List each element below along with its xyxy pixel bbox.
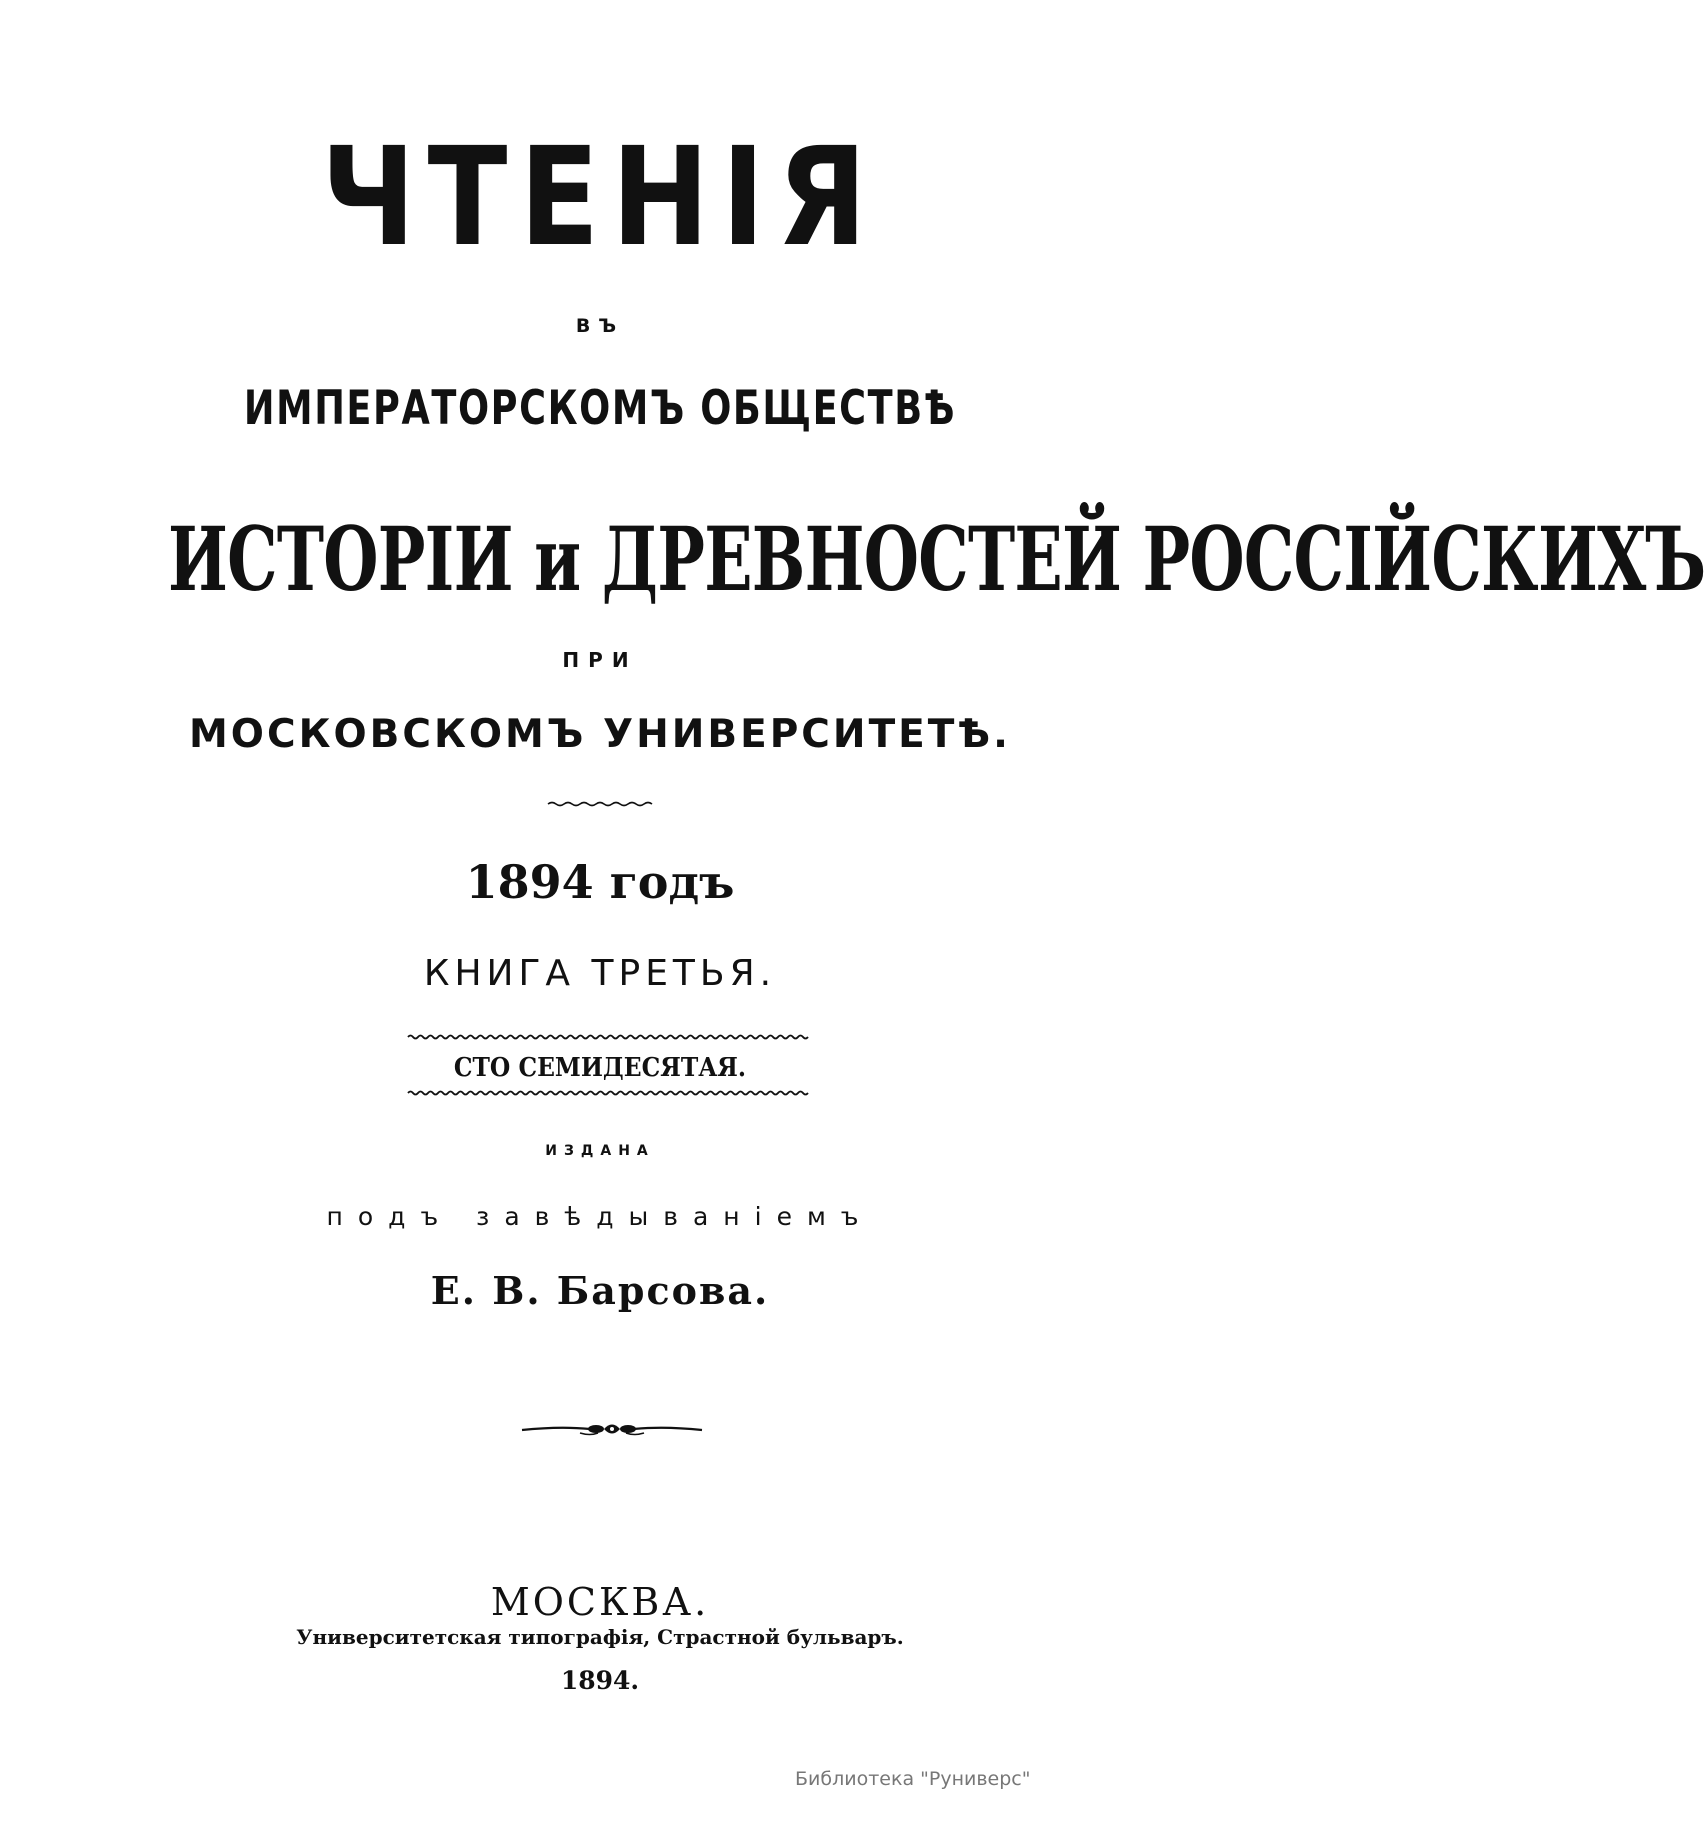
preposition-pri: ПРИ xyxy=(562,648,638,672)
library-watermark: Библиотека "Руниверс" xyxy=(795,1768,1031,1790)
book-line: КНИГА ТРЕТЬЯ. xyxy=(423,953,777,994)
fleuron-ornament-icon xyxy=(520,1418,704,1442)
preposition-v: ВЪ xyxy=(575,315,625,337)
city-line: МОСКВА. xyxy=(490,1580,710,1624)
press-line: Университетская типографія, Страстной бульваръ. xyxy=(296,1625,904,1649)
wavy-rule-icon xyxy=(408,1086,808,1100)
history-line: ИСТОРІИ и ДРЕВНОСТЕЙ РОССІЙСКИХЪ xyxy=(167,507,1705,611)
wavy-rule-icon xyxy=(408,1030,808,1044)
izdana-line: ИЗДАНА xyxy=(545,1143,655,1159)
university-line: МОСКОВСКОМЪ УНИВЕРСИТЕТѢ. xyxy=(188,712,1012,757)
society-line: ИМПЕРАТОРСКОМЪ ОБЩЕСТВѢ xyxy=(243,381,957,436)
year-line: 1894 годъ xyxy=(465,855,735,909)
editor-name: Е. В. Барсова. xyxy=(430,1268,770,1313)
main-title: ЧТЕНІЯ xyxy=(321,119,879,277)
divider-rule-icon xyxy=(548,798,652,810)
publication-year: 1894. xyxy=(560,1666,640,1695)
editorship-line: подъ завѣдываніемъ xyxy=(326,1202,874,1231)
hundred-seventieth-line: СТО СЕМИДЕСЯТАЯ. xyxy=(453,1053,747,1083)
